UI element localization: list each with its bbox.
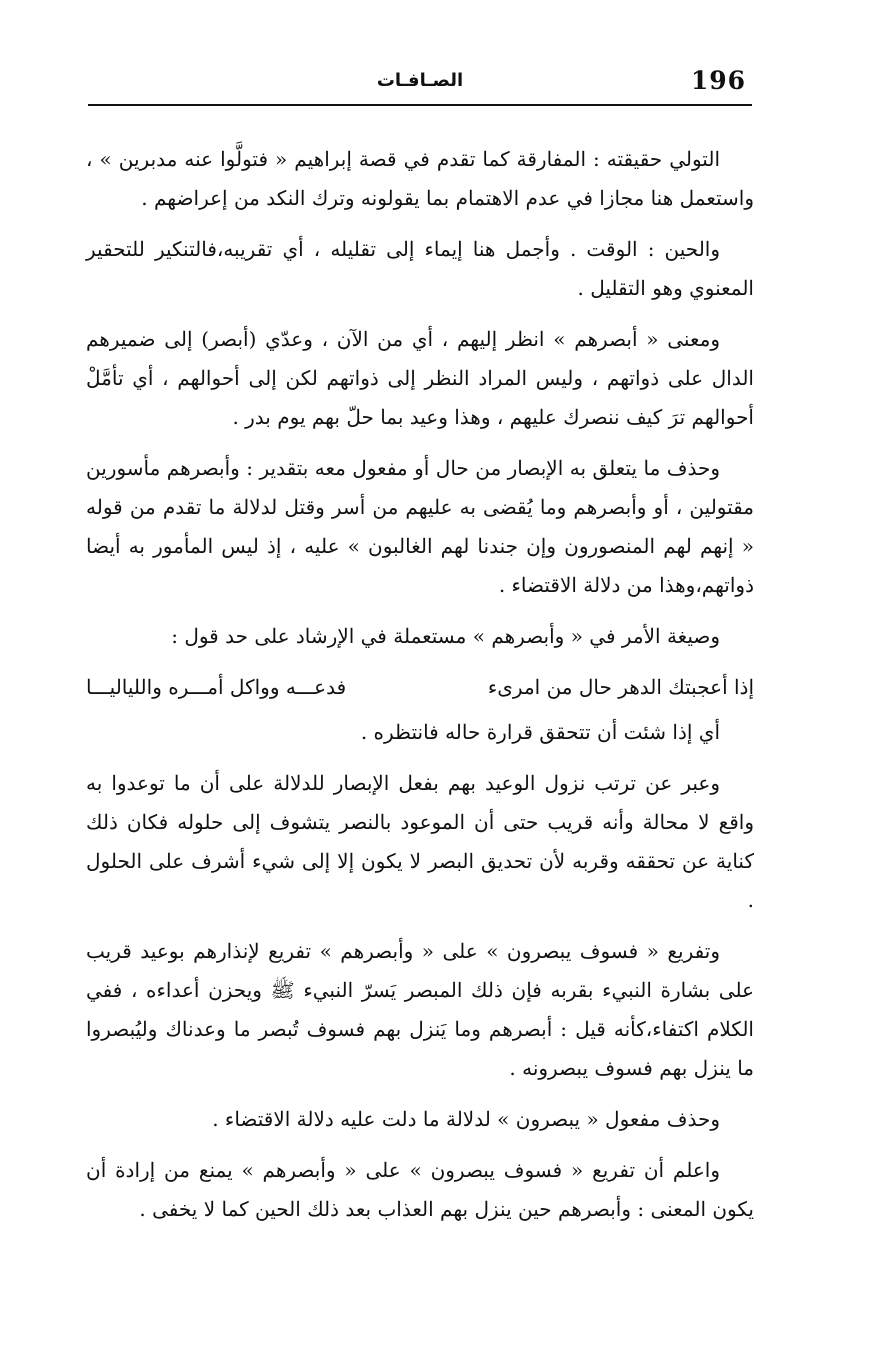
header-rule bbox=[88, 104, 752, 106]
paragraph: وحذف ما يتعلق به الإبصار من حال أو مفعول معه بتقدير : وأبصرهم مأسورين مقتولين ، أو وأبصرهم وما يُقضى به عليهم من أسر وقتل لدلالة ما تقدم من قوله « إنهم لهم المنصورون وإن جندنا لهم الغالبون » عليه ، إذ ليس المأمور به أيضا ذواتهم،وهذا من دلالة الاقتضاء . bbox=[86, 456, 754, 597]
paragraph: واعلم أن تفريع « فسوف يبصرون » على « وأبصرهم » يمنع من إرادة أن يكون المعنى : وأبصرهم حين ينزل بهم العذاب بعد ذلك الحين كما لا يخفى . bbox=[86, 1158, 754, 1221]
paragraph: والحين : الوقت . وأجمل هنا إيماء إلى تقليله ، أي تقريبه،فالتنكير للتحقير المعنوي وهو التقليل . bbox=[86, 237, 754, 300]
paragraph: وتفريع « فسوف يبصرون » على « وأبصرهم » تفريع لإنذارهم بوعيد قريب على بشارة النبيء بقربه فإن ذلك المبصر يَسرّ النبيء ﷺ ويحزن أعداءه ، ففي الكلام اكتفاء،كأنه قيل : أبصرهم وما يَنزل بهم فسوف تُبصر ما وعدناك وليُبصروا ما ينزل بهم فسوف يبصرونه . bbox=[86, 939, 754, 1080]
body-text bbox=[86, 140, 754, 1241]
page-number: 196 bbox=[690, 66, 746, 95]
verse-first-hemistich: إذا أعجبتك الدهر حال من امرىء bbox=[487, 675, 754, 699]
paragraph: التولي حقيقته : المفارقة كما تقدم في قصة إبراهيم « فتولَّوا عنه مدبرين » ، واستعمل هنا مجازا في عدم الاهتمام بما يقولونه وترك النكد من إعراضهم . bbox=[86, 147, 754, 210]
paragraph: وحذف مفعول « يبصرون » لدلالة ما دلت عليه دلالة الاقتضاء . bbox=[212, 1107, 720, 1131]
running-title: الصـافـات bbox=[376, 70, 464, 91]
page-header bbox=[88, 62, 752, 102]
verse-second-hemistich: فدعـــه وواكل أمـــره واللياليـــا bbox=[86, 675, 347, 699]
paragraph: ومعنى « أبصرهم » انظر إليهم ، أي من الآن ، وعدّي (أبصر) إلى ضميرهم الدال على ذواتهم ، وليس المراد النظر إلى ذواتهم لكن إلى أحوالهم ، أي تأمَّلْ أحوالهم ترَ كيف ننصرك عليهم ، وهذا وعيد بما حلّ بهم يوم بدر . bbox=[86, 327, 754, 429]
paragraph: وعبر عن ترتب نزول الوعيد بهم بفعل الإبصار للدلالة على أن ما توعدوا به واقع لا محالة وأنه قريب حتى أن الموعود بالنصر يتشوف إلى حلوله فكان ذلك كناية عن تحققه وقربه لأن تحديق البصر لا يكون إلا إلى شيء أشرف على الحلول . bbox=[86, 771, 754, 912]
poetry-verse bbox=[86, 668, 754, 707]
paragraph: وصيغة الأمر في « وأبصرهم » مستعملة في الإرشاد على حد قول : bbox=[171, 624, 720, 648]
paragraph: أي إذا شئت أن تتحقق قرارة حاله فانتظره . bbox=[360, 720, 720, 744]
